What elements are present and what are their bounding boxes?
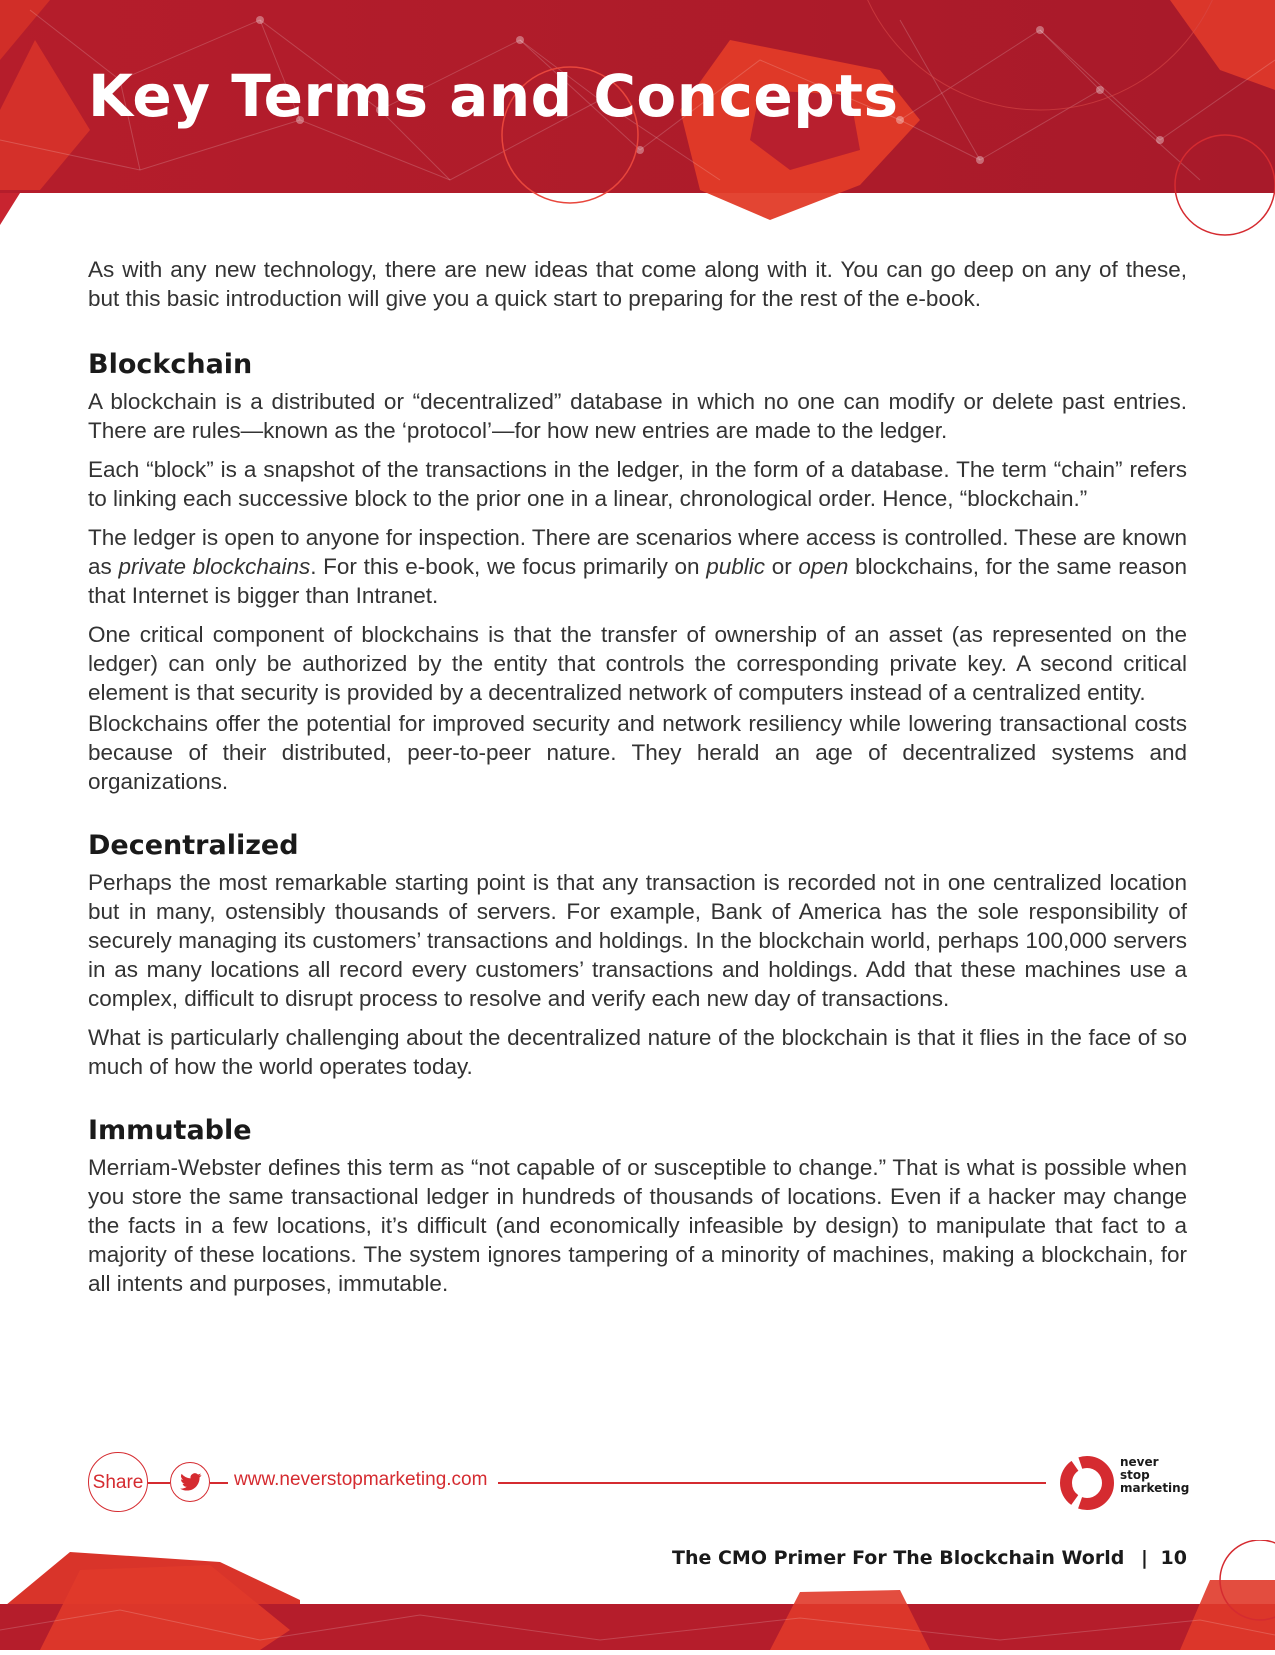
document-title: The CMO Primer For The Blockchain World	[671, 1547, 1125, 1569]
separator: |	[1140, 1547, 1148, 1569]
emphasis-private-blockchains: private blockchains	[118, 554, 311, 579]
text-run: or	[765, 554, 799, 579]
intro-paragraph: As with any new technology, there are new ideas that come along with it. You can go deep on any of these, but this basic introduction will give you a quick start to preparing for the rest of the e-book.	[88, 257, 1187, 311]
divider	[210, 1482, 228, 1484]
page-number: 10	[1160, 1547, 1187, 1569]
text-run: . For this e-book, we focus primarily on	[310, 554, 707, 579]
paragraph: A blockchain is a distributed or “decentralized” database in which no one can modify or delete past entries. There are rules—known as the ‘protocol’—for how new entries are made to the ledger.	[88, 389, 1187, 443]
nsm-logo	[1058, 1454, 1188, 1514]
emphasis-public: public	[706, 554, 766, 579]
logo-line: stop	[1120, 1468, 1150, 1482]
paragraph: Blockchains offer the potential for improved security and network resiliency while lowering transactional costs because of their distributed, peer-to-peer nature. They herald an age of decentralized systems and organizations.	[88, 711, 1187, 794]
divider	[148, 1482, 170, 1484]
paragraph: One critical component of blockchains is that the transfer of ownership of an asset (as represented on the ledger) can only be authorized by the entity that controls the corresponding private key. A second critical element is that security is provided by a decentralized network of computers instead of a centralized entity.	[88, 622, 1187, 705]
text-run: blockchains, for the same reason that Internet is bigger than Intranet.	[88, 554, 1187, 608]
footer-share-bar	[88, 1452, 1188, 1516]
bottom-banner	[0, 1540, 1275, 1650]
section-heading-blockchain: Blockchain	[88, 349, 253, 380]
website-link[interactable]: www.neverstopmarketing.com	[234, 1469, 488, 1490]
paragraph: What is particularly challenging about the decentralized nature of the blockchain is that it flies in the face of so much of how the world operates today.	[88, 1025, 1187, 1079]
main-content	[88, 255, 1187, 1308]
text-run: The ledger is open to anyone for inspection. There are scenarios where access is controlled. These are known as	[88, 525, 1187, 579]
divider	[498, 1482, 1046, 1484]
page-title: Key Terms and Concepts	[88, 62, 899, 130]
paragraph: Merriam-Webster defines this term as “not capable of or susceptible to change.” That is what is possible when you store the same transactional ledger in hundreds of thousands of locations. Even if a hacker may change the facts in a few locations, it’s difficult (and economically infeasible by design) to manipulate that fact to a majority of these locations. The system ignores tampering of a minority of machines, making a blockchain, for all intents and purposes, immutable.	[88, 1155, 1187, 1296]
logo-line: marketing	[1120, 1481, 1190, 1495]
emphasis-open: open	[798, 554, 849, 579]
logo-mark-icon	[1058, 1454, 1116, 1512]
bottom-pattern	[0, 1540, 1275, 1650]
logo-line: never	[1120, 1455, 1159, 1469]
paragraph: Perhaps the most remarkable starting point is that any transaction is recorded not in one centralized location but in many, ostensibly thousands of servers. For example, Bank of America has the sole responsibility of securely managing its customers’ transactions and holdings. In the blockchain world, perhaps 100,000 servers in as many locations all record every customers’ transactions and holdings. Add that these machines use a complex, difficult to disrupt process to resolve and verify each new day of transactions.	[88, 870, 1187, 1011]
section-heading-immutable: Immutable	[88, 1115, 252, 1146]
paragraph	[88, 523, 1187, 610]
twitter-icon	[180, 1473, 202, 1491]
paragraph: Each “block” is a snapshot of the transactions in the ledger, in the form of a database. The term “chain” refers to linking each successive block to the prior one in a linear, chronological order. Hence, “blockchain.”	[88, 457, 1187, 511]
share-button[interactable]: Share	[88, 1452, 148, 1512]
section-heading-decentralized: Decentralized	[88, 830, 299, 861]
twitter-share-button[interactable]	[170, 1462, 210, 1502]
logo-text	[1120, 1456, 1189, 1495]
